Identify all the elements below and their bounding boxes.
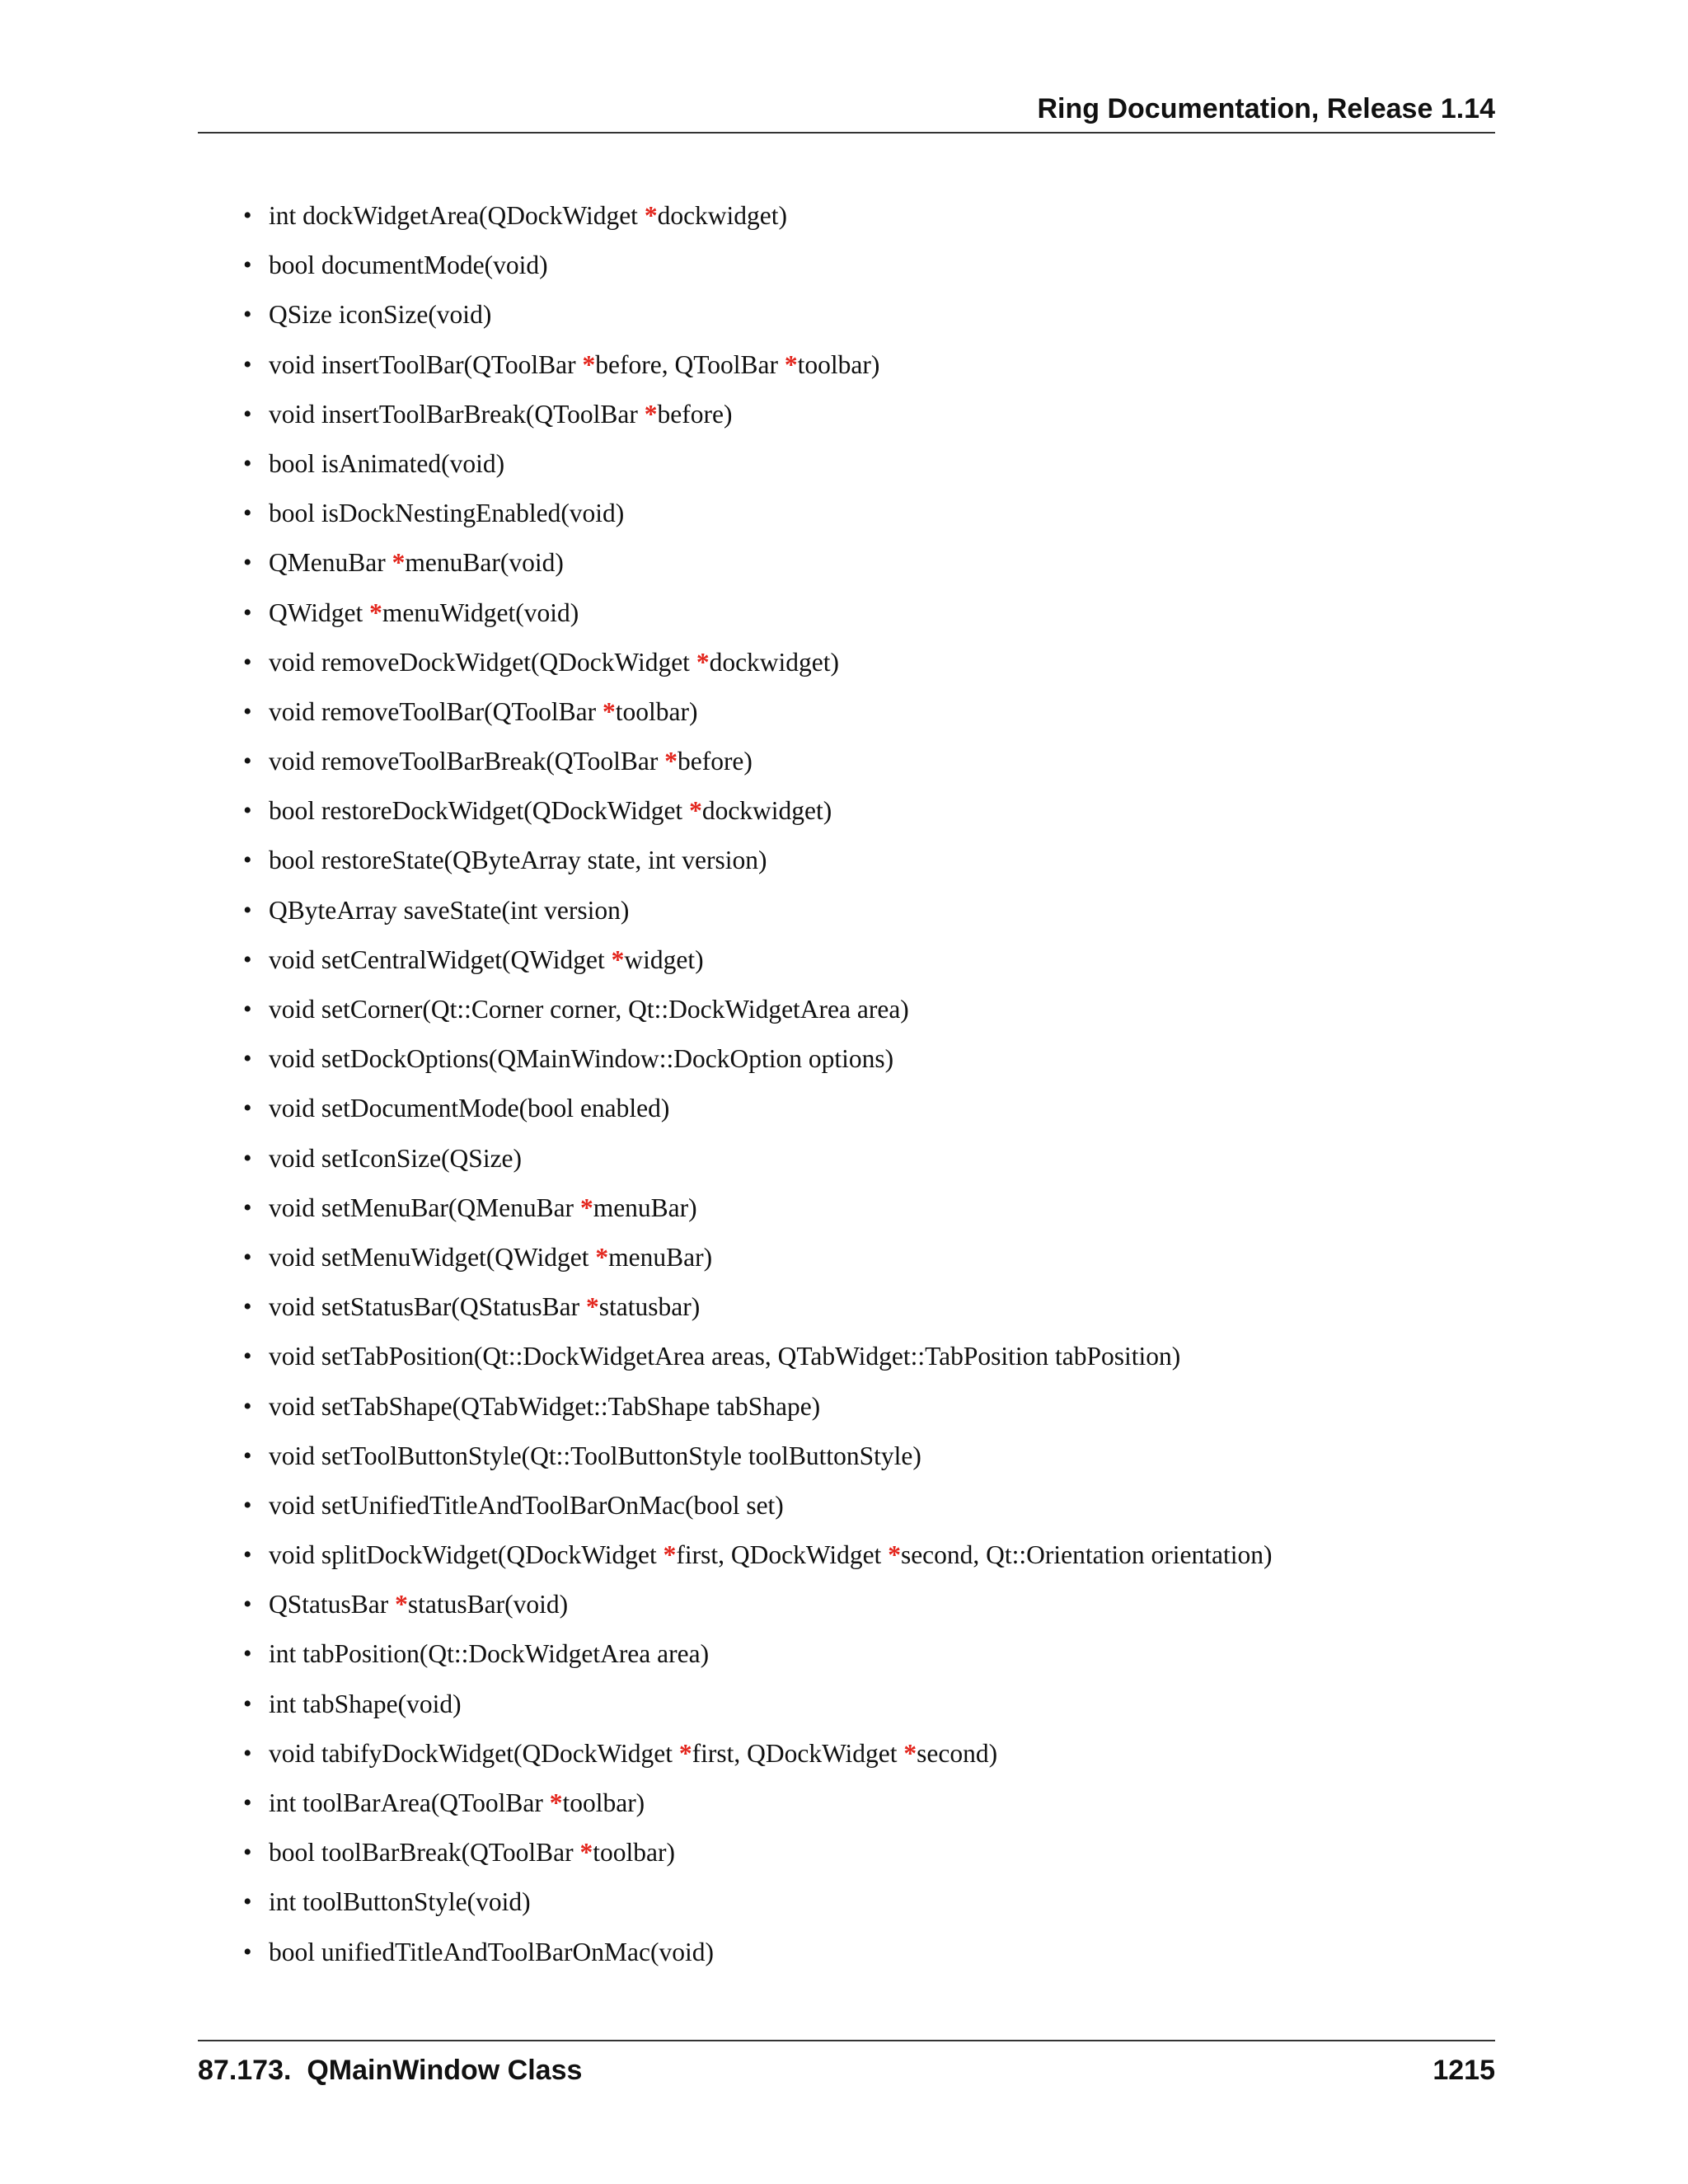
method-signature: int tabShape(void) xyxy=(269,1689,462,1718)
list-item xyxy=(243,990,1272,1039)
method-signature: void insertToolBarBreak(QToolBar *before) xyxy=(269,399,733,429)
method-signature: bool unifiedTitleAndToolBarOnMac(void) xyxy=(269,1937,714,1966)
list-item xyxy=(243,891,1272,940)
page-header xyxy=(198,91,1495,134)
bullet-icon: • xyxy=(243,1293,252,1321)
bullet-icon: • xyxy=(243,996,252,1023)
list-item xyxy=(243,1436,1272,1486)
list-item xyxy=(243,940,1272,990)
bullet-icon: • xyxy=(243,1343,252,1371)
method-signature: int dockWidgetArea(QDockWidget *dockwidget) xyxy=(269,201,788,230)
bullet-icon: • xyxy=(243,1045,252,1073)
bullet-icon: • xyxy=(243,301,252,329)
method-signature: bool isDockNestingEnabled(void) xyxy=(269,499,625,528)
list-item xyxy=(243,1188,1272,1238)
method-signature: QMenuBar *menuBar(void) xyxy=(269,548,564,578)
list-item xyxy=(243,345,1272,395)
list-item xyxy=(243,593,1272,643)
method-signature: QByteArray saveState(int version) xyxy=(269,895,630,925)
list-item xyxy=(243,246,1272,295)
list-item xyxy=(243,692,1272,742)
list-item xyxy=(243,1634,1272,1684)
list-item xyxy=(243,841,1272,890)
bullet-icon: • xyxy=(243,1541,252,1569)
method-signature: int toolBarArea(QToolBar *toolbar) xyxy=(269,1788,645,1817)
bullet-icon: • xyxy=(243,1789,252,1816)
list-item xyxy=(243,196,1272,246)
bullet-icon: • xyxy=(243,896,252,924)
method-signature: void removeToolBar(QToolBar *toolbar) xyxy=(269,696,698,726)
method-signature: void tabifyDockWidget(QDockWidget *first, QDockWidget *second) xyxy=(269,1738,998,1768)
bullet-icon: • xyxy=(243,449,252,477)
bullet-icon: • xyxy=(243,1839,252,1867)
method-signature: void setMenuBar(QMenuBar *menuBar) xyxy=(269,1193,697,1222)
list-item xyxy=(243,791,1272,841)
list-item xyxy=(243,1486,1272,1535)
bullet-icon: • xyxy=(243,251,252,279)
list-item xyxy=(243,1833,1272,1882)
bullet-icon: • xyxy=(243,1690,252,1718)
bullet-icon: • xyxy=(243,400,252,428)
bullet-icon: • xyxy=(243,648,252,676)
method-signature: void setDockOptions(QMainWindow::DockOption options) xyxy=(269,1044,894,1074)
document-title: Ring Documentation, Release 1.14 xyxy=(1037,93,1495,124)
list-item xyxy=(243,1337,1272,1386)
method-signature: void setIconSize(QSize) xyxy=(269,1143,523,1173)
list-item xyxy=(243,1238,1272,1287)
bullet-icon: • xyxy=(243,748,252,776)
bullet-icon: • xyxy=(243,1491,252,1519)
list-item xyxy=(243,1585,1272,1634)
list-item xyxy=(243,444,1272,494)
bullet-icon: • xyxy=(243,945,252,973)
bullet-icon: • xyxy=(243,1392,252,1420)
method-signature: void setToolButtonStyle(Qt::ToolButtonStyle toolButtonStyle) xyxy=(269,1441,921,1470)
list-item xyxy=(243,1685,1272,1734)
list-item xyxy=(243,1535,1272,1585)
method-signature: void splitDockWidget(QDockWidget *first, QDockWidget *second, Qt::Orientation orientation) xyxy=(269,1540,1273,1570)
bullet-icon: • xyxy=(243,1938,252,1966)
bullet-icon: • xyxy=(243,202,252,229)
method-signature: int toolButtonStyle(void) xyxy=(269,1887,531,1917)
bullet-icon: • xyxy=(243,1888,252,1916)
section-title: 87.173. QMainWindow Class xyxy=(198,2055,583,2086)
method-signature: void setTabShape(QTabWidget::TabShape tabShape) xyxy=(269,1391,821,1421)
method-signature: void setUnifiedTitleAndToolBarOnMac(bool set) xyxy=(269,1490,784,1520)
bullet-icon: • xyxy=(243,1441,252,1469)
list-item xyxy=(243,494,1272,543)
method-signature: void setCorner(Qt::Corner corner, Qt::DockWidgetArea area) xyxy=(269,995,909,1024)
bullet-icon: • xyxy=(243,1193,252,1221)
method-signature: void setTabPosition(Qt::DockWidgetArea areas, QTabWidget::TabPosition tabPosition) xyxy=(269,1342,1181,1371)
bullet-icon: • xyxy=(243,549,252,577)
bullet-icon: • xyxy=(243,697,252,725)
method-signature: bool isAnimated(void) xyxy=(269,448,505,478)
list-item xyxy=(243,1089,1272,1138)
bullet-icon: • xyxy=(243,499,252,527)
method-signature: void removeToolBarBreak(QToolBar *before) xyxy=(269,747,753,776)
list-item xyxy=(243,1387,1272,1436)
method-signature: bool restoreState(QByteArray state, int version) xyxy=(269,846,767,875)
list-item xyxy=(243,395,1272,444)
list-item xyxy=(243,1933,1272,1982)
bullet-icon: • xyxy=(243,350,252,378)
bullet-icon: • xyxy=(243,1640,252,1668)
method-list xyxy=(243,196,1272,1982)
list-item xyxy=(243,1882,1272,1932)
method-signature: void setCentralWidget(QWidget *widget) xyxy=(269,944,704,974)
bullet-icon: • xyxy=(243,1591,252,1619)
list-item xyxy=(243,1139,1272,1188)
bullet-icon: • xyxy=(243,1243,252,1271)
method-signature: QWidget *menuWidget(void) xyxy=(269,598,579,627)
method-signature: int tabPosition(Qt::DockWidgetArea area) xyxy=(269,1639,710,1669)
bullet-icon: • xyxy=(243,1144,252,1172)
method-signature: bool restoreDockWidget(QDockWidget *dockwidget) xyxy=(269,796,832,826)
method-signature: void removeDockWidget(QDockWidget *dockwidget) xyxy=(269,647,840,677)
bullet-icon: • xyxy=(243,797,252,825)
bullet-icon: • xyxy=(243,1094,252,1122)
method-signature: void insertToolBar(QToolBar *before, QToolBar *toolbar) xyxy=(269,349,880,379)
method-signature: void setDocumentMode(bool enabled) xyxy=(269,1094,670,1123)
method-signature: void setMenuWidget(QWidget *menuBar) xyxy=(269,1242,713,1272)
page-number: 1215 xyxy=(1432,2055,1495,2086)
list-item xyxy=(243,742,1272,791)
list-item xyxy=(243,1783,1272,1833)
method-signature: bool toolBarBreak(QToolBar *toolbar) xyxy=(269,1838,675,1868)
method-signature: QStatusBar *statusBar(void) xyxy=(269,1590,569,1619)
list-item xyxy=(243,1734,1272,1783)
list-item xyxy=(243,543,1272,593)
bullet-icon: • xyxy=(243,598,252,626)
method-signature: QSize iconSize(void) xyxy=(269,300,492,330)
list-item xyxy=(243,295,1272,344)
list-item xyxy=(243,1039,1272,1089)
list-item xyxy=(243,643,1272,692)
bullet-icon: • xyxy=(243,846,252,874)
method-signature: bool documentMode(void) xyxy=(269,251,548,280)
method-signature: void setStatusBar(QStatusBar *statusbar) xyxy=(269,1292,701,1322)
bullet-icon: • xyxy=(243,1739,252,1767)
list-item xyxy=(243,1287,1272,1337)
page-footer xyxy=(198,2040,1495,2091)
